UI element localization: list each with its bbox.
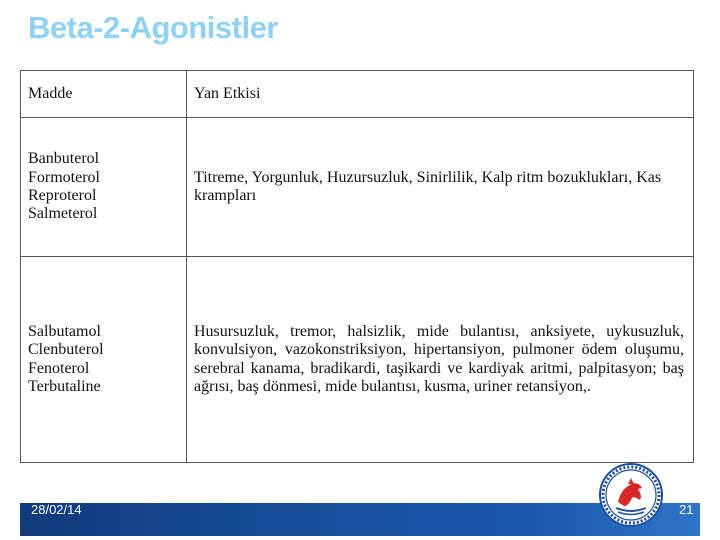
side-effects-table	[20, 70, 694, 463]
table-row	[21, 118, 694, 257]
drug-name: Fenoterol	[28, 359, 90, 377]
header-substance: Madde	[21, 71, 187, 118]
university-seal-icon	[598, 462, 664, 528]
drug-list-cell	[21, 257, 187, 463]
header-side-effect: Yan Etkisi	[187, 71, 694, 118]
table-row	[21, 257, 694, 463]
footer-date: 28/02/14	[31, 502, 82, 517]
table-header-row	[21, 71, 694, 118]
page-number: 21	[679, 502, 694, 517]
drug-name: Salbutamol	[28, 322, 101, 340]
slide-title: Beta-2-Agonistler	[28, 10, 278, 45]
drug-list-cell	[21, 118, 187, 257]
drug-name: Banbuterol	[28, 150, 100, 168]
drug-name: Salmeterol	[28, 205, 98, 223]
side-effects-cell: Titreme, Yorgunluk, Huzursuzluk, Sinirlilik, Kalp ritm bozuklukları, Kas krampları	[187, 118, 694, 257]
drug-name: Terbutaline	[28, 377, 101, 395]
side-effects-cell: Husursuzluk, tremor, halsizlik, mide bulantısı, anksiyete, uykusuzluk, konvulsiyon, vazokonstriksiyon, hipertansiyon, pulmoner ödem oluşumu, serebral kanama, bradikardi, taşikardi ve kardiyak aritmi, palpitasyon; baş ağrısı, baş dönmesi, mide bulantısı, kusma, uriner retansiyon,.	[187, 257, 694, 463]
drug-name: Clenbuterol	[28, 341, 104, 359]
drug-name: Formoterol	[28, 168, 100, 186]
drug-name: Reproterol	[28, 187, 97, 204]
